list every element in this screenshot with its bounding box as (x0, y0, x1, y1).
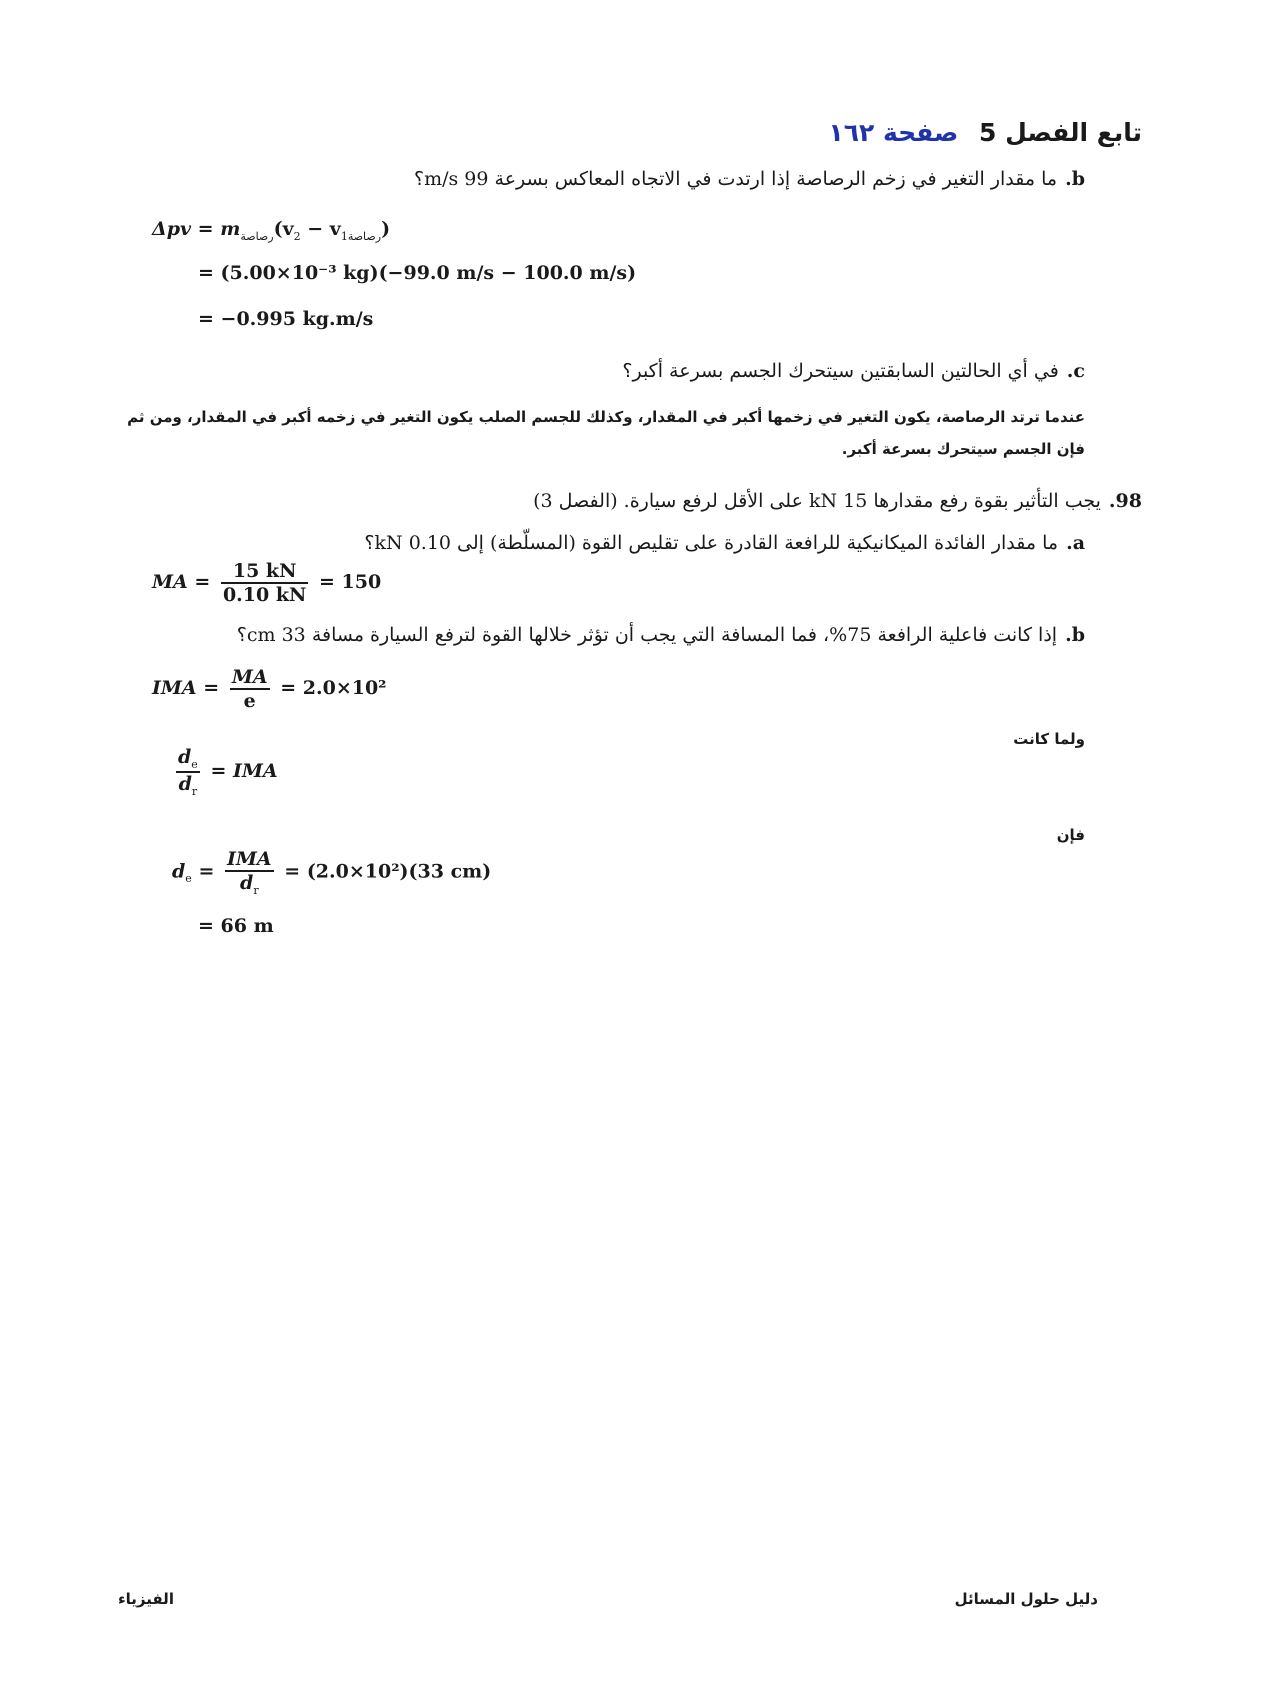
question-text: إذا كانت فاعلية الرافعة 75%، فما المسافة التي يجب أن تؤثر خلالها القوة لترفع السيارة مسافة 33 cm؟ (236, 624, 1058, 646)
fraction (221, 560, 308, 606)
equation-lhs: Δpv = m (152, 218, 241, 240)
equation-rhs: = 150 (318, 571, 382, 593)
question-text: في أي الحالتين السابقتين سيتحرك الجسم بسرعة أكبر؟ (622, 360, 1059, 382)
question-label: a. (1066, 532, 1085, 554)
equation-term: − v (300, 218, 341, 240)
question-text: ما مقدار الفائدة الميكانيكية للرافعة القادرة على تقليص القوة (المسلّطة) إلى 0.10 kN؟ (364, 532, 1059, 554)
equation-rhs: = (2.0×10²)(33 cm) (284, 860, 492, 883)
equation-rhs: = IMA (210, 759, 278, 782)
question-c (622, 360, 1085, 382)
then-label: فإن (1056, 826, 1085, 844)
fraction-denominator: d (240, 872, 254, 894)
question-98-b (237, 624, 1085, 646)
question-text: يجب التأثير بقوة رفع مقدارها 15 kN على الأقل لرفع سيارة. (الفصل 3) (533, 490, 1101, 512)
de-equation (172, 848, 491, 897)
page-reference: صفحة ١٦٢ (828, 118, 959, 147)
momentum-equation-line3: = −0.995 kg.m/s (198, 308, 374, 330)
ratio-equation (172, 746, 278, 798)
fraction-numerator: MA (231, 666, 268, 688)
ima-equation (152, 666, 387, 712)
fraction-numerator: d (178, 746, 192, 768)
momentum-equation-line2: = (5.00×10⁻³ kg)(−99.0 m/s − 100.0 m/s) (198, 262, 637, 284)
question-b (414, 168, 1085, 190)
subscript-2: 2 (293, 229, 301, 243)
footer-guide-title: دليل حلول المسائل (954, 1590, 1098, 1608)
question-98-a (364, 532, 1085, 554)
de-result: = 66 m (198, 915, 274, 937)
answer-c-line1: عندما ترتد الرصاصة، يكون التغير في زخمها أكبر في المقدار، وكذلك للجسم الصلب يكون التغير في زخمه أكبر في المقدار، ومن ثم (127, 408, 1085, 426)
fraction (176, 746, 200, 798)
question-label: b. (1065, 168, 1085, 190)
subscript-e: e (191, 757, 198, 771)
question-label: c. (1066, 360, 1085, 382)
equation-term: (v (273, 218, 294, 240)
fraction-numerator: IMA (226, 848, 272, 870)
subscript-r: r (191, 784, 198, 798)
equation-lhs: MA = (152, 571, 211, 593)
equals-sign: = (198, 860, 215, 883)
fraction (225, 848, 274, 897)
momentum-equation-line1 (152, 218, 390, 243)
since-label: ولما كانت (1013, 730, 1085, 748)
subscript-bullet: رصاصة (347, 229, 382, 243)
subscript-bullet: رصاصة (240, 229, 274, 243)
fraction-denominator: d (178, 772, 192, 795)
fraction-denominator: e (243, 690, 256, 712)
fraction-numerator: 15 kN (221, 560, 308, 584)
subscript-e: e (185, 872, 192, 886)
question-text: ما مقدار التغير في زخم الرصاصة إذا ارتدت في الاتجاه المعاكس بسرعة 99 m/s؟ (413, 168, 1058, 190)
equation-term: ) (381, 218, 391, 240)
equation-rhs: = 2.0×10² (280, 677, 387, 699)
ma-equation (152, 560, 381, 606)
fraction-denominator: 0.10 kN (222, 584, 307, 606)
answer-c-line2: فإن الجسم سيتحرك بسرعة أكبر. (841, 440, 1085, 458)
fraction (230, 666, 270, 712)
question-label: b. (1065, 624, 1085, 646)
equation-lhs: d (172, 860, 186, 883)
subscript-1: 1 (340, 229, 348, 243)
page-header (829, 118, 1143, 147)
question-number: 98. (1108, 490, 1142, 512)
footer-subject: الفيزياء (118, 1590, 174, 1608)
question-98 (533, 490, 1142, 512)
chapter-title: تابع الفصل 5 (979, 118, 1142, 147)
subscript-r: r (253, 883, 259, 897)
equation-lhs: IMA = (152, 677, 220, 699)
